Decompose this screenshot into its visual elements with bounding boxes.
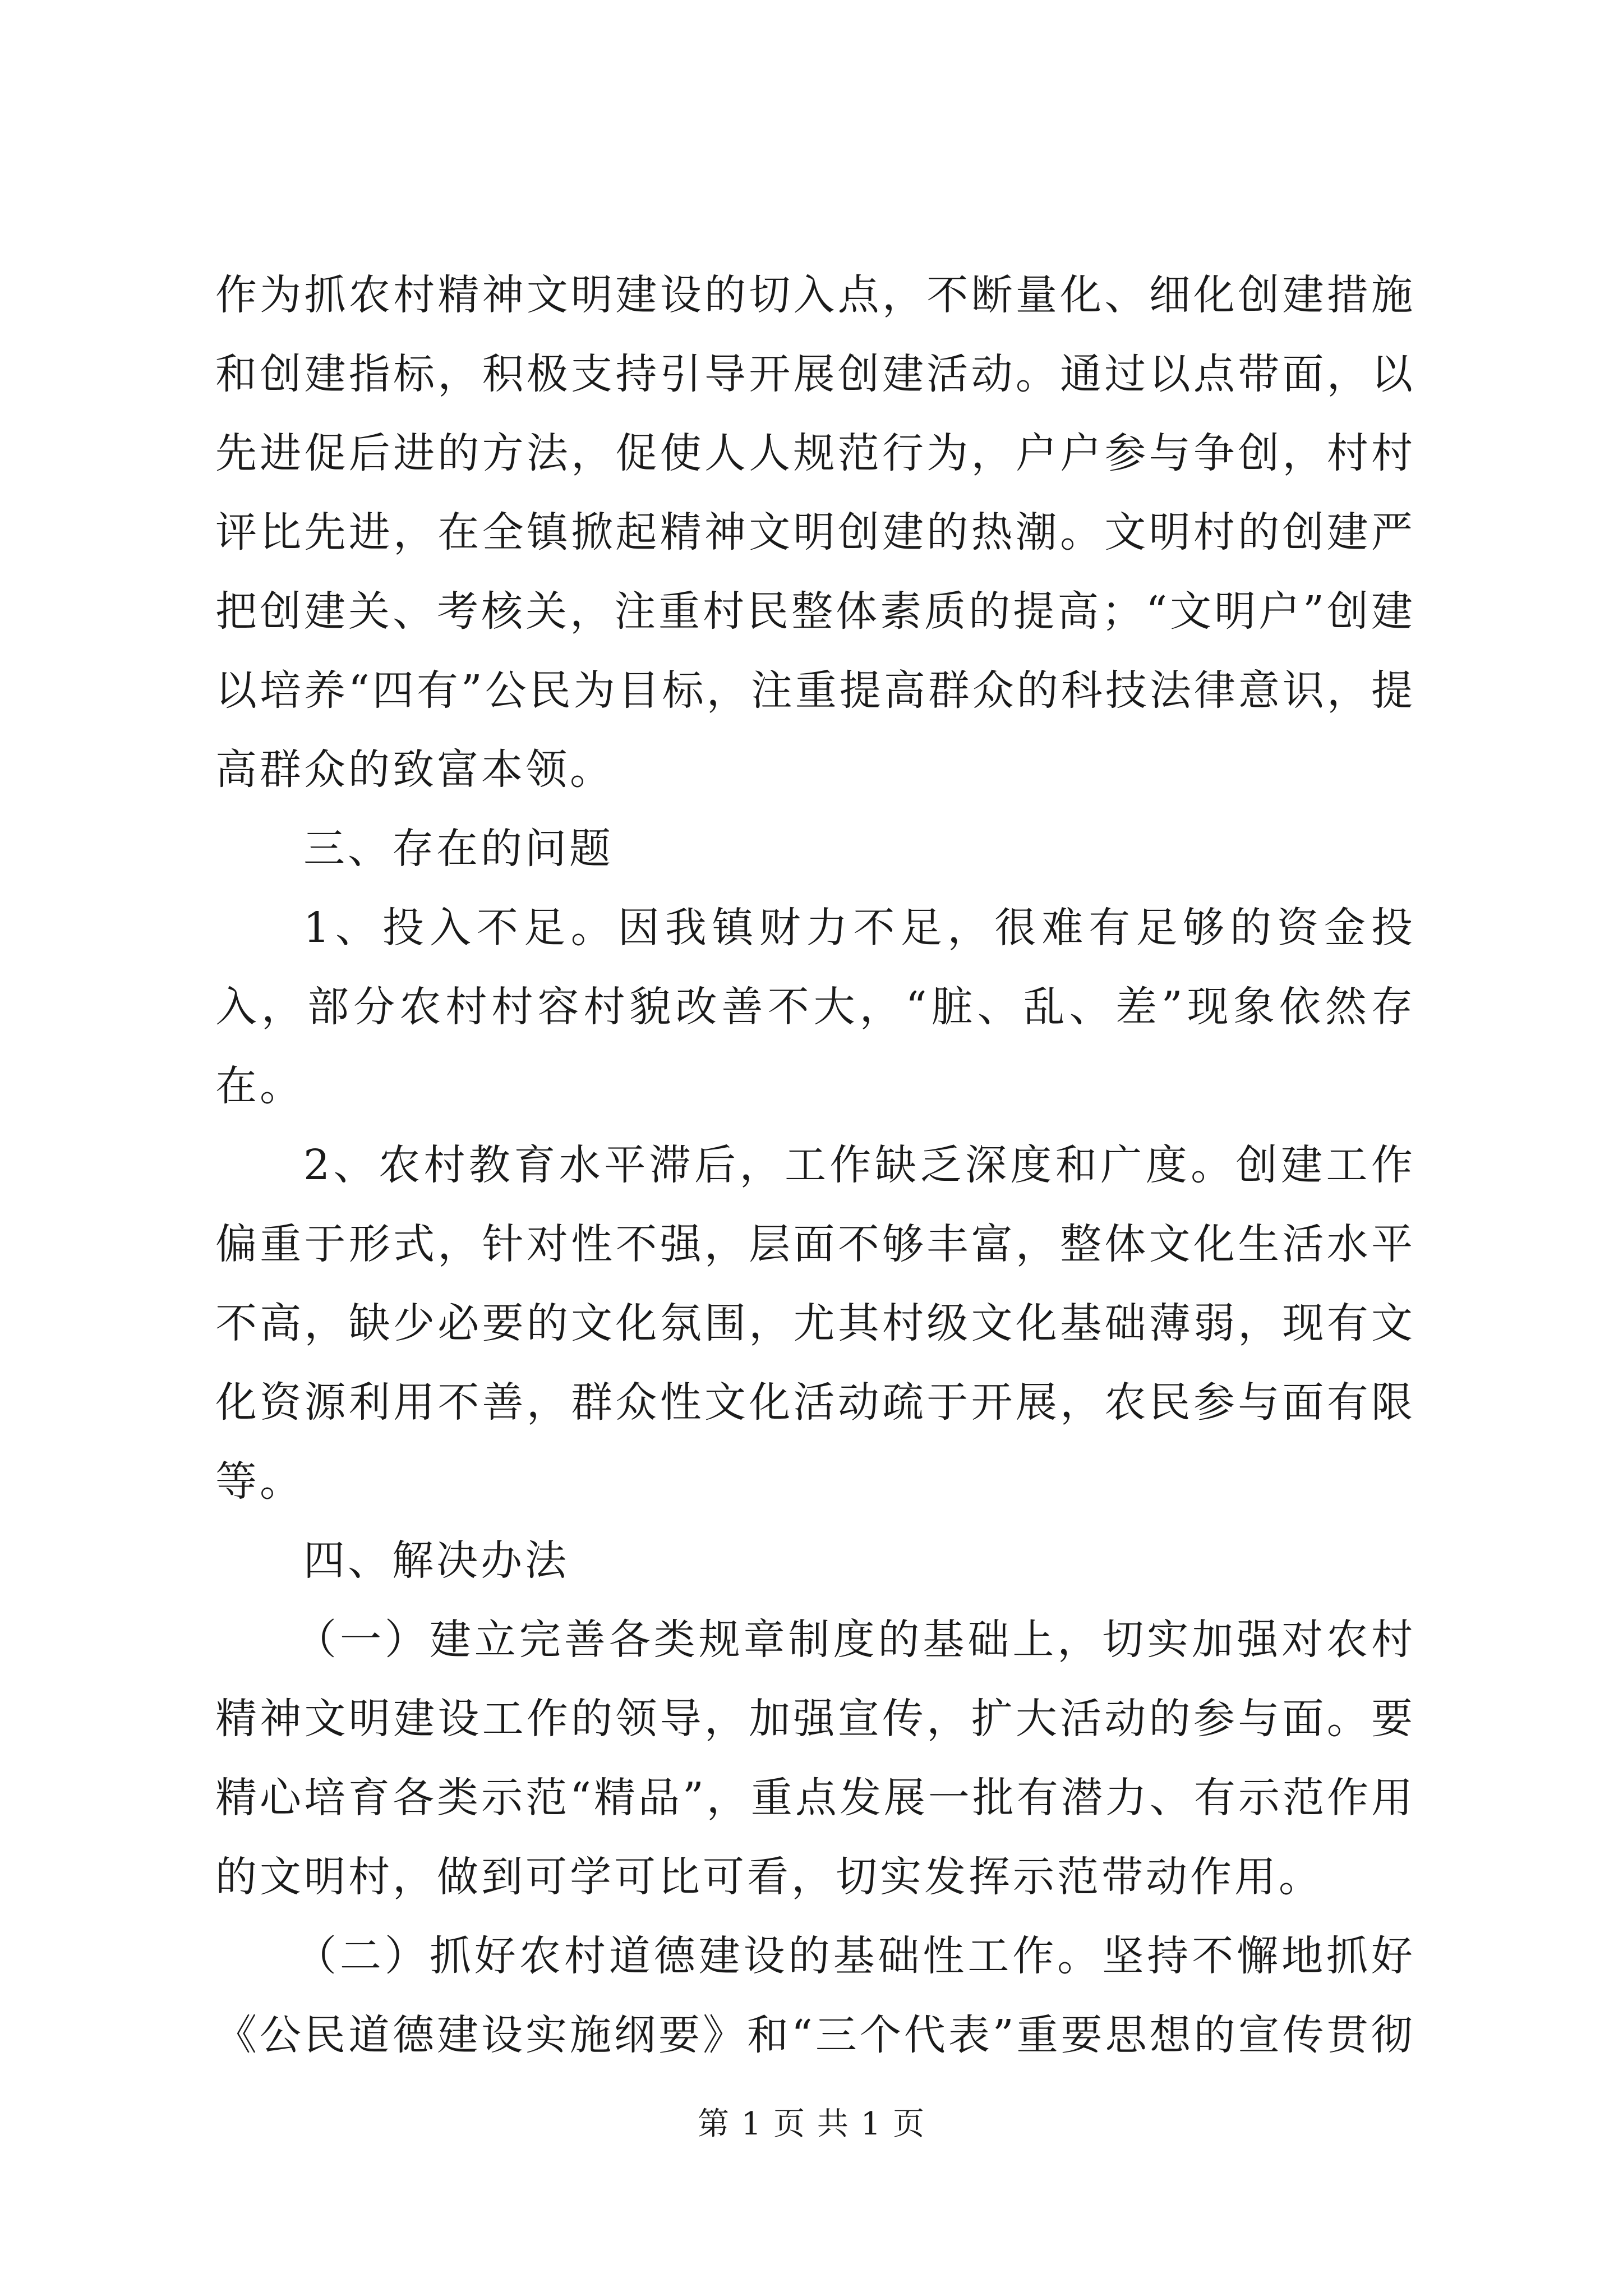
paragraph-solution-1: （一）建立完善各类规章制度的基础上，切实加强对农村精神文明建设工作的领导，加强宣传，扩大活动的参与面。要精心培育各类示范“精品”，重点发展一批有潜力、有示范作用的文明村，做到可学可比可看，切实发挥示范带动作用。	[215, 1616, 1415, 1901]
paragraph-solution-2: （二）抓好农村道德建设的基础性工作。坚持不懈地抓好《公民道德建设实施纲要》和“三个代表”重要思想的宣传贯彻	[215, 1932, 1415, 2059]
document-body	[215, 256, 1415, 2075]
paragraph-problem-1: 1、投入不足。因我镇财力不足，很难有足够的资金投入，部分农村村容村貌改善不大，“脏、乱、差”现象依然存在。	[215, 904, 1415, 1110]
page-footer: 第 1 页 共 1 页	[697, 2106, 926, 2142]
paragraph-continuation: 作为抓农村精神文明建设的切入点，不断量化、细化创建措施和创建指标，积极支持引导开展创建活动。通过以点带面，以先进促后进的方法，促使人人规范行为，户户参与争创，村村评比先进，在全镇掀起精神文明创建的热潮。文明村的创建严把创建关、考核关，注重村民整体素质的提高；“文明户”创建以培养“四有”公民为目标，注重提高群众的科技法律意识，提高群众的致富本领。	[215, 271, 1415, 794]
section-heading-problems: 三、存在的问题	[303, 825, 614, 873]
section-heading-solutions: 四、解决办法	[303, 1536, 569, 1585]
paragraph-problem-2: 2、农村教育水平滞后，工作缺乏深度和广度。创建工作偏重于形式，针对性不强，层面不够丰富，整体文化生活水平不高，缺少必要的文化氛围，尤其村级文化基础薄弱，现有文化资源利用不善，群众性文化活动疏于开展，农民参与面有限等。	[215, 1141, 1415, 1506]
